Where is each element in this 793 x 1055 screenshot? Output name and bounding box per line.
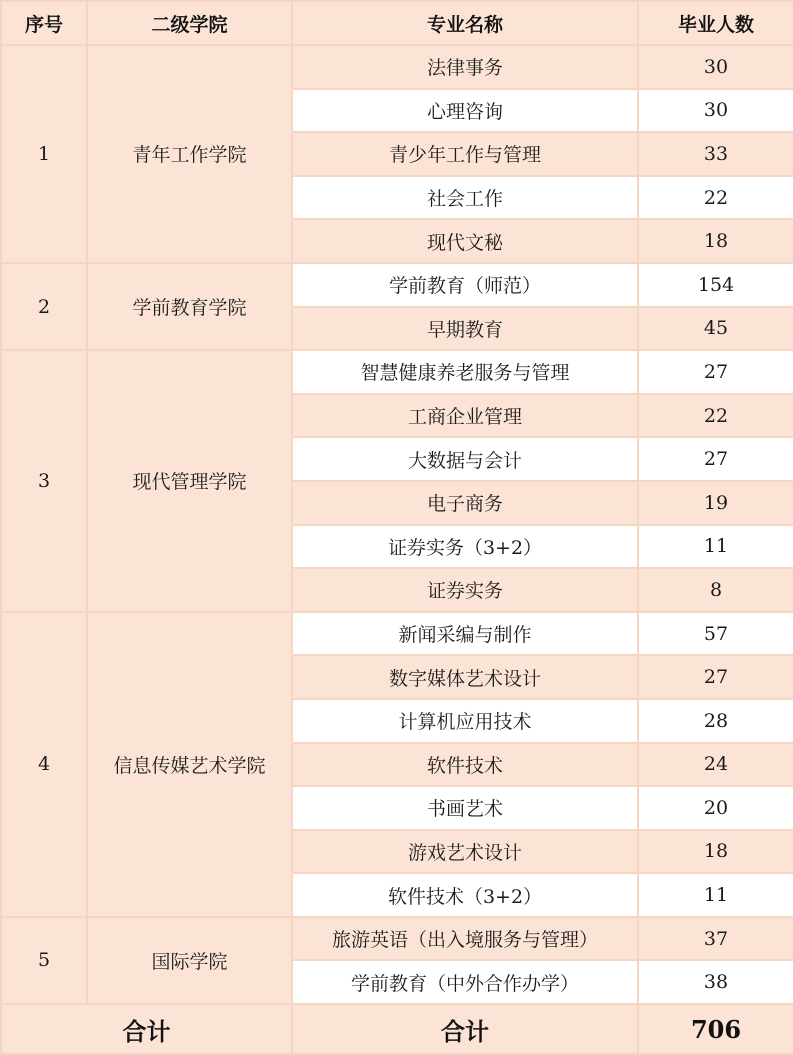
major-name: 数字媒体艺术设计: [292, 655, 638, 699]
major-name: 游戏艺术设计: [292, 830, 638, 874]
group-index: 1: [1, 45, 87, 263]
graduate-count: 22: [638, 394, 793, 438]
major-name: 旅游英语（出入境服务与管理）: [292, 917, 638, 961]
major-name: 证券实务: [292, 568, 638, 612]
major-name: 新闻采编与制作: [292, 612, 638, 656]
major-name: 社会工作: [292, 176, 638, 220]
major-name: 智慧健康养老服务与管理: [292, 350, 638, 394]
table-row: [1, 612, 793, 656]
total-label-mid: 合计: [292, 1004, 638, 1054]
table-row: [1, 917, 793, 961]
header-graduates: 毕业人数: [638, 1, 793, 45]
header-college: 二级学院: [87, 1, 292, 45]
graduate-count: 30: [638, 89, 793, 133]
total-row: [1, 1004, 793, 1054]
graduate-count: 154: [638, 263, 793, 307]
header-row: [1, 1, 793, 45]
group-college: 国际学院: [87, 917, 292, 1004]
group-college: 信息传媒艺术学院: [87, 612, 292, 917]
major-name: 青少年工作与管理: [292, 132, 638, 176]
major-name: 书画艺术: [292, 786, 638, 830]
graduate-count: 27: [638, 655, 793, 699]
group-index: 5: [1, 917, 87, 1004]
graduate-count: 57: [638, 612, 793, 656]
group-college: 学前教育学院: [87, 263, 292, 350]
major-name: 计算机应用技术: [292, 699, 638, 743]
graduate-count: 45: [638, 307, 793, 351]
major-name: 早期教育: [292, 307, 638, 351]
graduate-count: 38: [638, 960, 793, 1004]
group-college: 现代管理学院: [87, 350, 292, 612]
graduate-count: 27: [638, 437, 793, 481]
total-value: 706: [638, 1004, 793, 1054]
graduate-count: 22: [638, 176, 793, 220]
major-name: 现代文秘: [292, 219, 638, 263]
major-name: 大数据与会计: [292, 437, 638, 481]
graduate-count: 8: [638, 568, 793, 612]
total-label-left: 合计: [1, 1004, 292, 1054]
graduate-count: 28: [638, 699, 793, 743]
table-row: [1, 263, 793, 307]
header-major: 专业名称: [292, 1, 638, 45]
graduate-count: 11: [638, 525, 793, 569]
graduate-count: 27: [638, 350, 793, 394]
table-row: [1, 350, 793, 394]
major-name: 电子商务: [292, 481, 638, 525]
group-college: 青年工作学院: [87, 45, 292, 263]
table-row: [1, 45, 793, 89]
graduate-count: 30: [638, 45, 793, 89]
graduate-count: 20: [638, 786, 793, 830]
graduate-count: 18: [638, 219, 793, 263]
major-name: 法律事务: [292, 45, 638, 89]
table-body: [1, 45, 793, 1004]
header-index: 序号: [1, 1, 87, 45]
graduate-count: 11: [638, 873, 793, 917]
major-name: 学前教育（中外合作办学）: [292, 960, 638, 1004]
major-name: 学前教育（师范）: [292, 263, 638, 307]
group-index: 3: [1, 350, 87, 612]
graduate-count: 33: [638, 132, 793, 176]
group-index: 4: [1, 612, 87, 917]
group-index: 2: [1, 263, 87, 350]
major-name: 工商企业管理: [292, 394, 638, 438]
graduate-count: 37: [638, 917, 793, 961]
graduate-count: 19: [638, 481, 793, 525]
major-name: 证券实务（3+2）: [292, 525, 638, 569]
major-name: 软件技术（3+2）: [292, 873, 638, 917]
graduate-count: 24: [638, 743, 793, 787]
graduate-count: 18: [638, 830, 793, 874]
major-name: 软件技术: [292, 743, 638, 787]
major-name: 心理咨询: [292, 89, 638, 133]
